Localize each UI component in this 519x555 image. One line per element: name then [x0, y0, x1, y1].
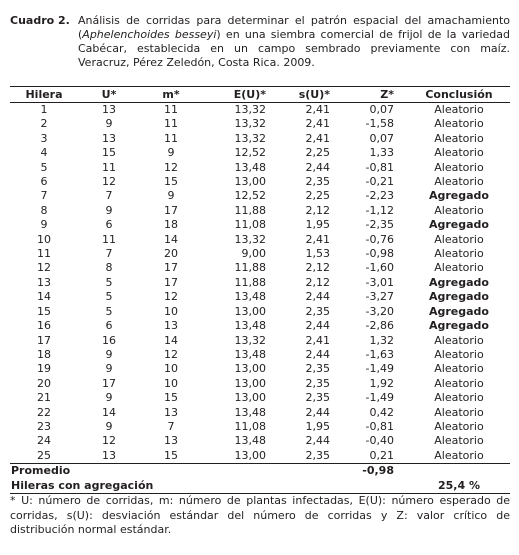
- cell-conclusion: Aleatorio: [434, 362, 484, 376]
- cell-hilera: 15: [37, 304, 51, 318]
- cell-eu: 11,08: [234, 419, 266, 433]
- cell-z: -2,23: [365, 189, 394, 203]
- cell-eu: 11,08: [234, 218, 266, 232]
- cell-eu: 13,32: [234, 117, 266, 131]
- cell-eu: 13,00: [234, 362, 266, 376]
- cell-m: 12: [164, 160, 178, 174]
- cell-m: 11: [164, 117, 178, 131]
- cell-z: -0,40: [365, 434, 394, 448]
- cell-conclusion: Aleatorio: [434, 405, 484, 419]
- cell-eu: 13,48: [234, 160, 266, 174]
- table-row: [10, 161, 510, 175]
- cell-eu: 9,00: [241, 247, 266, 261]
- cell-u: 13: [102, 103, 116, 116]
- cell-m: 13: [164, 434, 178, 448]
- header-u: U*: [78, 87, 140, 103]
- cell-u: 13: [102, 131, 116, 145]
- cell-su: 2,44: [305, 405, 330, 419]
- cell-conclusion: Aleatorio: [434, 247, 484, 261]
- table-row: [10, 434, 510, 448]
- cell-eu: 13,48: [234, 347, 266, 361]
- cell-z: -1,12: [365, 203, 394, 217]
- footnote: * U: número de corridas, m: número de plantas infectadas, E(U): número esperado de corridas, s(U): desviación estándar del número de corridas y Z: valor crítico de distribución normal estándar.: [10, 494, 510, 536]
- table-row: [10, 132, 510, 146]
- cell-u: 17: [102, 376, 116, 390]
- cell-su: 2,44: [305, 290, 330, 304]
- cell-z: -1,63: [365, 347, 394, 361]
- cell-conclusion: Aleatorio: [434, 448, 484, 462]
- cell-hilera: 8: [40, 203, 48, 217]
- table-row: [10, 406, 510, 420]
- cell-su: 2,41: [305, 333, 330, 347]
- cell-z: 1,32: [369, 333, 394, 347]
- cell-hilera: 13: [37, 275, 51, 289]
- cell-hilera: 17: [37, 333, 51, 347]
- header-conclusion: Conclusión: [408, 87, 510, 103]
- cell-z: -3,01: [365, 275, 394, 289]
- cell-u: 13: [102, 448, 116, 462]
- caption-text-after: ) en una siembra comercial de frijol de la variedad Cabécar, establecida en un campo sembrado previamente con maíz. Veracruz, Pérez Zeledón, Costa Rica. 2009.: [78, 28, 510, 69]
- header-m: m*: [140, 87, 202, 103]
- cell-eu: 11,88: [234, 203, 266, 217]
- cell-su: 2,12: [305, 203, 330, 217]
- cell-m: 12: [164, 347, 178, 361]
- cell-eu: 13,48: [234, 290, 266, 304]
- cell-su: 2,25: [305, 189, 330, 203]
- cell-eu: 13,48: [234, 434, 266, 448]
- cell-hilera: 16: [37, 319, 51, 333]
- header-su: s(U)*: [270, 87, 336, 103]
- table-row: [10, 218, 510, 232]
- cell-su: 2,12: [305, 275, 330, 289]
- cell-u: 14: [102, 405, 116, 419]
- cell-u: 7: [105, 247, 113, 261]
- cell-m: 14: [164, 333, 178, 347]
- cell-z: 0,21: [369, 448, 394, 462]
- cell-su: 2,35: [305, 175, 330, 189]
- promedio-row: [10, 464, 510, 479]
- table-row: [10, 103, 510, 118]
- cell-su: 2,12: [305, 261, 330, 275]
- cell-m: 13: [164, 319, 178, 333]
- cell-hilera: 21: [37, 391, 51, 405]
- table-caption: [10, 14, 510, 70]
- table-row: [10, 290, 510, 304]
- cell-u: 7: [105, 189, 113, 203]
- cell-z: -0,81: [365, 419, 394, 433]
- cell-eu: 13,32: [234, 333, 266, 347]
- cell-su: 2,35: [305, 304, 330, 318]
- cell-z: 1,92: [369, 376, 394, 390]
- cell-su: 2,44: [305, 160, 330, 174]
- cell-z: -2,86: [365, 319, 394, 333]
- table-row: [10, 334, 510, 348]
- cell-eu: 11,88: [234, 261, 266, 275]
- cell-conclusion: Aleatorio: [434, 347, 484, 361]
- cell-conclusion: Aleatorio: [434, 103, 484, 116]
- cell-eu: 12,52: [234, 146, 266, 160]
- cell-u: 15: [102, 146, 116, 160]
- table-row: [10, 362, 510, 376]
- cell-conclusion: Aleatorio: [434, 203, 484, 217]
- agregacion-label: Hileras con agregación: [10, 479, 408, 494]
- cell-z: -0,98: [365, 247, 394, 261]
- cell-su: 2,35: [305, 376, 330, 390]
- cell-m: 14: [164, 232, 178, 246]
- cell-u: 9: [105, 391, 113, 405]
- cell-eu: 13,32: [234, 131, 266, 145]
- cell-u: 8: [105, 261, 113, 275]
- cell-conclusion: Aleatorio: [434, 434, 484, 448]
- cell-eu: 11,88: [234, 275, 266, 289]
- cell-eu: 13,48: [234, 319, 266, 333]
- cell-m: 9: [167, 146, 175, 160]
- cell-hilera: 7: [40, 189, 48, 203]
- cell-u: 12: [102, 175, 116, 189]
- cell-hilera: 24: [37, 434, 51, 448]
- agregacion-row: [10, 479, 510, 494]
- cell-su: 2,41: [305, 103, 330, 116]
- cell-z: 0,42: [369, 405, 394, 419]
- cell-z: -2,35: [365, 218, 394, 232]
- cell-eu: 13,48: [234, 405, 266, 419]
- cell-conclusion: Aleatorio: [434, 419, 484, 433]
- cell-hilera: 23: [37, 419, 51, 433]
- cell-su: 2,44: [305, 434, 330, 448]
- cell-u: 16: [102, 333, 116, 347]
- cell-hilera: 5: [40, 160, 48, 174]
- table-row: [10, 420, 510, 434]
- agregacion-value: 25,4 %: [408, 479, 510, 494]
- cell-m: 20: [164, 247, 178, 261]
- caption-text: [78, 14, 510, 70]
- cell-m: 15: [164, 175, 178, 189]
- cell-eu: 13,00: [234, 376, 266, 390]
- cell-z: -3,27: [365, 290, 394, 304]
- cell-hilera: 22: [37, 405, 51, 419]
- cell-su: 2,44: [305, 319, 330, 333]
- cell-su: 2,35: [305, 448, 330, 462]
- cell-m: 10: [164, 376, 178, 390]
- cell-z: 1,33: [369, 146, 394, 160]
- table-row: [10, 319, 510, 333]
- cell-conclusion: Aleatorio: [434, 333, 484, 347]
- cell-m: 12: [164, 290, 178, 304]
- cell-z: 0,07: [369, 103, 394, 116]
- cell-z: 0,07: [369, 131, 394, 145]
- table-row: [10, 261, 510, 275]
- cell-hilera: 20: [37, 376, 51, 390]
- cell-conclusion: Aleatorio: [434, 391, 484, 405]
- promedio-z: -0,98: [336, 464, 408, 479]
- cell-u: 12: [102, 434, 116, 448]
- cell-u: 5: [105, 275, 113, 289]
- table-row: [10, 233, 510, 247]
- cell-u: 5: [105, 304, 113, 318]
- table-row: [10, 247, 510, 261]
- cell-m: 17: [164, 261, 178, 275]
- cell-u: 9: [105, 347, 113, 361]
- caption-species: Aphelenchoides besseyi: [82, 28, 217, 41]
- cell-conclusion: Aleatorio: [434, 131, 484, 145]
- table-row: [10, 276, 510, 290]
- table-row: [10, 175, 510, 189]
- caption-text-before: Análisis de corridas para determinar el patrón espacial del amachamiento (: [78, 14, 510, 41]
- cell-su: 1,95: [305, 218, 330, 232]
- cell-eu: 12,52: [234, 189, 266, 203]
- cell-conclusion: Aleatorio: [434, 261, 484, 275]
- cell-su: 2,41: [305, 131, 330, 145]
- cell-hilera: 14: [37, 290, 51, 304]
- cell-su: 2,35: [305, 362, 330, 376]
- cell-z: -1,49: [365, 391, 394, 405]
- cell-conclusion: Aleatorio: [434, 146, 484, 160]
- cell-hilera: 11: [37, 247, 51, 261]
- cell-hilera: 4: [40, 146, 48, 160]
- cell-m: 17: [164, 275, 178, 289]
- caption-label: Cuadro 2.: [10, 14, 70, 27]
- header-eu: E(U)*: [202, 87, 270, 103]
- cell-z: -1,60: [365, 261, 394, 275]
- cell-u: 6: [105, 218, 113, 232]
- cell-u: 9: [105, 117, 113, 131]
- cell-su: 1,95: [305, 419, 330, 433]
- cell-su: 2,41: [305, 117, 330, 131]
- cell-m: 15: [164, 391, 178, 405]
- header-hilera: Hilera: [10, 87, 78, 103]
- cell-m: 10: [164, 304, 178, 318]
- cell-hilera: 1: [40, 103, 48, 116]
- cell-hilera: 12: [37, 261, 51, 275]
- cell-u: 9: [105, 362, 113, 376]
- cell-m: 15: [164, 448, 178, 462]
- cell-eu: 13,00: [234, 175, 266, 189]
- cell-hilera: 6: [40, 175, 48, 189]
- cell-m: 13: [164, 405, 178, 419]
- cell-su: 2,25: [305, 146, 330, 160]
- cell-conclusion: Agregado: [428, 189, 489, 203]
- cell-m: 7: [167, 419, 175, 433]
- cell-su: 2,41: [305, 232, 330, 246]
- table-row: [10, 305, 510, 319]
- cell-conclusion: Aleatorio: [434, 376, 484, 390]
- cell-u: 9: [105, 203, 113, 217]
- cell-hilera: 25: [37, 448, 51, 462]
- header-z: Z*: [336, 87, 408, 103]
- cell-conclusion: Aleatorio: [434, 117, 484, 131]
- cell-z: -1,49: [365, 362, 394, 376]
- cell-m: 17: [164, 203, 178, 217]
- cell-eu: 13,00: [234, 448, 266, 462]
- table-row: [10, 391, 510, 405]
- cell-eu: 13,32: [234, 232, 266, 246]
- table-row: [10, 377, 510, 391]
- cell-m: 9: [167, 189, 175, 203]
- cell-su: 1,53: [305, 247, 330, 261]
- cell-hilera: 10: [37, 232, 51, 246]
- table-header-row: [10, 87, 510, 103]
- cell-eu: 13,00: [234, 391, 266, 405]
- runs-analysis-table: [10, 86, 510, 494]
- cell-eu: 13,00: [234, 304, 266, 318]
- promedio-label: Promedio: [10, 464, 336, 479]
- cell-u: 5: [105, 290, 113, 304]
- cell-m: 10: [164, 362, 178, 376]
- cell-m: 18: [164, 218, 178, 232]
- cell-conclusion: Aleatorio: [434, 232, 484, 246]
- cell-u: 9: [105, 419, 113, 433]
- table-row: [10, 189, 510, 203]
- cell-z: -1,58: [365, 117, 394, 131]
- cell-conclusion: Aleatorio: [434, 175, 484, 189]
- cell-hilera: 3: [40, 131, 48, 145]
- cell-m: 11: [164, 103, 178, 116]
- table-row: [10, 204, 510, 218]
- cell-conclusion: Agregado: [428, 218, 489, 232]
- cell-eu: 13,32: [234, 103, 266, 116]
- table-row: [10, 348, 510, 362]
- cell-u: 6: [105, 319, 113, 333]
- cell-hilera: 19: [37, 362, 51, 376]
- table-row: [10, 146, 510, 160]
- cell-z: -3,20: [365, 304, 394, 318]
- cell-conclusion: Agregado: [428, 304, 489, 318]
- promedio-empty: [408, 464, 510, 479]
- cell-conclusion: Agregado: [428, 319, 489, 333]
- cell-z: -0,21: [365, 175, 394, 189]
- cell-conclusion: Aleatorio: [434, 160, 484, 174]
- cell-z: -0,81: [365, 160, 394, 174]
- cell-m: 11: [164, 131, 178, 145]
- cell-su: 2,44: [305, 347, 330, 361]
- cell-su: 2,35: [305, 391, 330, 405]
- cell-hilera: 9: [40, 218, 48, 232]
- cell-u: 11: [102, 160, 116, 174]
- table-row: [10, 117, 510, 131]
- cell-hilera: 2: [40, 117, 48, 131]
- cell-hilera: 18: [37, 347, 51, 361]
- cell-conclusion: Agregado: [428, 290, 489, 304]
- cell-u: 11: [102, 232, 116, 246]
- cell-conclusion: Agregado: [428, 275, 489, 289]
- cell-z: -0,76: [365, 232, 394, 246]
- table-row: [10, 449, 510, 464]
- table-body: [10, 103, 510, 464]
